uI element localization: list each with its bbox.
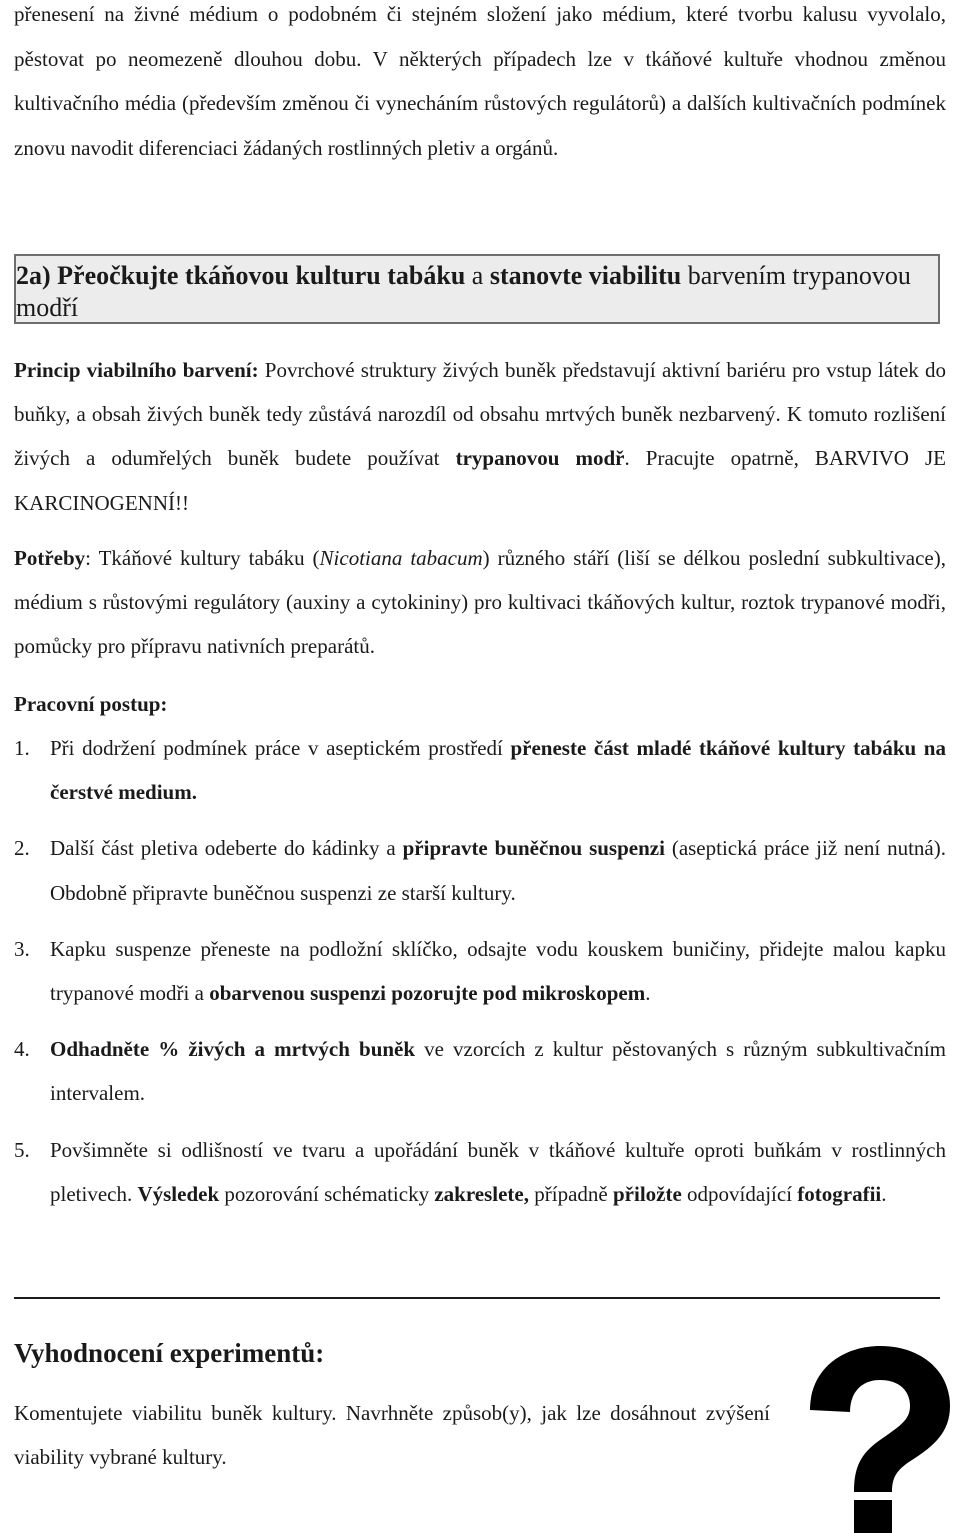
- task-title-conjunction: a: [465, 261, 490, 290]
- step-text-bold: přeneste část mladé tkáňové kultury tabáku na čerstvé medium.: [50, 736, 946, 805]
- species-name: Nicotiana tabacum: [319, 546, 483, 570]
- task-title-bold-1: 2a) Přeočkujte tkáňovou kulturu tabáku: [16, 261, 466, 290]
- section-divider: [14, 1297, 940, 1299]
- step-text-plain: Další část pletiva odeberte do kádinky a: [50, 836, 403, 861]
- step-5: [14, 1128, 946, 1216]
- step-number: 4.: [14, 1037, 30, 1062]
- step-text: [50, 726, 946, 814]
- step-text-plain: Kapku suspenze přeneste na podložní sklíčko, odsajte vodu kouskem buničiny, přidejte malou kapku trypanové modři a: [50, 936, 946, 1006]
- procedure-steps: [14, 726, 946, 1216]
- step-3: [14, 927, 946, 1015]
- principle-text: Povrchové struktury živých buněk představují aktivní bariéru pro vstup látek do buňky, a obsah živých buněk tedy zůstává narozdíl od obsahu mrtvých buněk nezbarvený. K tomuto rozlišení živých a odumřelých buněk budete používat: [14, 358, 946, 471]
- principle-paragraph: [14, 348, 946, 525]
- step-text-bold: obarvenou suspenzi pozorujte pod mikroskopem: [209, 981, 646, 1006]
- step-text: [50, 1128, 946, 1216]
- carcinogen-warning: . Pracujte opatrně, BARVIVO JE KARCINOGENNÍ!!: [14, 446, 946, 515]
- intro-paragraph: přenesení na živné médium o podobném či stejném složení jako médium, které tvorbu kalusu vyvolalo, pěstovat po neomezeně dlouhou dobu. V některých případech lze v tkáňové kultuře vhodnou změnou kultivačního média (především změnou či vynecháním růstových regulátorů) a dalších kultivačních podmínek znovu navodit diferenciaci žádaných rostlinných pletiv a orgánů.: [14, 2, 946, 160]
- question-mark-icon: [792, 1340, 960, 1533]
- step-text-bold: Odhadněte % živých a mrtvých buněk: [50, 1037, 416, 1062]
- step-text-plain: pozorování schématicky: [219, 1181, 435, 1206]
- step-text-plain: ve vzorcích z kultur pěstovaných s různým subkultivačním intervalem.: [50, 1037, 946, 1106]
- step-text: [50, 1027, 946, 1115]
- step-text-bold: fotografii: [797, 1181, 882, 1206]
- evaluation-text: Komentujete viabilitu buněk kultury. Navrhněte způsob(y), jak lze dosáhnout zvýšení viability vybrané kultury.: [14, 1401, 770, 1469]
- needs-text-2: ) různého stáří (liší se délkou poslední subkultivace), médium s růstovými regulátory (auxiny a cytokininy) pro kultivaci tkáňových kultur, roztok trypanové modři, pomůcky pro přípravu nativních preparátů.: [14, 546, 946, 659]
- step-text-plain: .: [881, 1181, 887, 1206]
- needs-label: Potřeby: [14, 546, 86, 570]
- step-4: [14, 1027, 946, 1115]
- step-text-bold: připravte buněčnou suspenzi: [402, 836, 665, 861]
- procedure-heading: Pracovní postup:: [14, 692, 168, 716]
- evaluation-heading: Vyhodnocení experimentů:: [14, 1338, 325, 1368]
- step-number: 2.: [14, 836, 30, 861]
- step-text-plain: Při dodržení podmínek práce v aseptickém prostředí: [50, 736, 511, 760]
- step-text-bold: přiložte: [612, 1181, 682, 1206]
- step-number: 1.: [14, 736, 30, 760]
- step-text-plain: Povšimněte si odlišností ve tvaru a upořádání buněk v tkáňové kultuře oproti buňkám v rostlinných pletivech.: [50, 1137, 946, 1206]
- step-number: 3.: [14, 936, 30, 961]
- document-page: [14, 0, 946, 1469]
- task-heading-box: [14, 254, 940, 324]
- principle-label: Princip viabilního barvení:: [14, 358, 259, 382]
- step-text-plain: (aseptická práce již není nutná). Obdobně připravte buněčnou suspenzi ze starší kultury.: [50, 836, 946, 905]
- step-text-plain: případně: [529, 1181, 613, 1206]
- step-2: [14, 826, 946, 914]
- step-text-bold: zakreslete,: [434, 1181, 529, 1206]
- step-text-bold: Výsledek: [137, 1181, 220, 1206]
- step-text-plain: .: [645, 981, 651, 1006]
- step-text-plain: odpovídající: [681, 1181, 798, 1206]
- step-number: 5.: [14, 1137, 30, 1162]
- needs-paragraph: [14, 536, 946, 669]
- task-title-bold-2: stanovte viabilitu: [489, 261, 682, 290]
- stain-name: trypanovou modř: [455, 446, 625, 471]
- needs-text-1: : Tkáňové kultury tabáku (: [85, 546, 320, 570]
- task-title-rest: barvením trypanovou modří: [16, 261, 911, 322]
- step-text: [50, 927, 946, 1015]
- step-text: [50, 826, 946, 914]
- step-1: [14, 726, 946, 814]
